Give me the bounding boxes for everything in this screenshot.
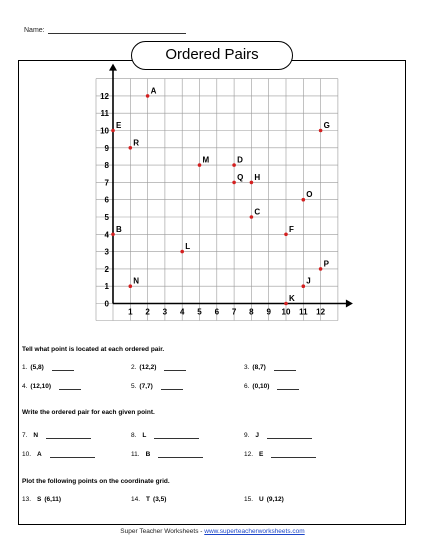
y-tick-label: 11 [100,109,109,119]
x-tick-label: 1 [128,307,133,317]
y-tick-label: 4 [104,230,109,240]
y-tick-label: 5 [104,213,109,222]
point-h-label: H [254,172,261,182]
section1-title: Tell what point is located at each ordered pair. [22,346,165,353]
point-k-marker [284,302,288,306]
point-l-marker [180,250,184,254]
point-r-label: R [133,138,140,148]
point-q-marker [232,181,236,185]
point-f-marker [284,233,288,237]
y-tick-label: 8 [104,161,109,171]
x-tick-label: 10 [281,307,291,317]
y-tick-label: 0 [104,299,109,309]
point-g-label: G [323,121,330,130]
x-axis-arrow [346,300,353,308]
question-8: 8. L [131,432,199,439]
answer-blank[interactable] [271,451,316,458]
answer-blank[interactable] [158,451,203,458]
answer-blank[interactable] [59,383,81,390]
point-m-label: M [202,155,210,165]
y-tick-label: 12 [100,91,109,101]
name-label: Name: [24,27,45,34]
x-tick-label: 12 [316,307,326,317]
answer-blank[interactable] [52,364,74,371]
point-b-label: B [116,224,122,234]
y-tick-label: 2 [104,264,109,274]
footer-link[interactable]: www.superteacherworksheets.com [204,528,305,535]
point-e-label: E [116,121,122,130]
question-12: 12. E [244,451,316,458]
question-13: 13. S (6,11) [22,496,62,503]
section2-title: Write the ordered pair for each given point. [22,409,155,416]
point-a-label: A [150,86,157,96]
y-tick-label: 9 [104,143,109,153]
point-e-marker [111,129,115,133]
question-4: 4. (12,10) [22,383,81,390]
answer-blank[interactable] [50,451,95,458]
x-tick-label: 6 [214,307,220,317]
x-tick-label: 11 [299,307,308,317]
x-tick-label: 5 [197,307,202,317]
x-tick-label: 3 [162,307,168,317]
answer-blank[interactable] [274,364,296,371]
point-n-label: N [133,276,140,286]
footer-text: Super Teacher Worksheets - [120,528,205,535]
answer-blank[interactable] [161,383,183,390]
answer-blank[interactable] [164,364,186,371]
point-j-marker [302,284,306,288]
answer-blank[interactable] [46,432,91,439]
answer-blank[interactable] [154,432,199,439]
question-2: 2. (12,2) [131,364,186,371]
point-j-label: J [306,276,311,286]
y-tick-label: 7 [104,178,109,188]
footer [0,528,425,535]
y-tick-label: 6 [104,195,109,205]
point-a-marker [146,94,150,98]
answer-blank[interactable] [277,383,299,390]
question-11: 11. B [131,451,203,458]
point-g-marker [319,129,323,133]
point-b-marker [111,233,115,237]
point-r-marker [129,146,133,150]
point-m-marker [198,163,202,167]
point-n-marker [129,284,133,288]
point-o-label: O [306,190,313,200]
answer-blank[interactable] [267,432,312,439]
y-tick-label: 3 [104,247,109,257]
point-d-label: D [237,155,243,165]
question-5: 5. (7,7) [131,383,183,390]
question-14: 14. T (3,5) [131,496,167,503]
point-h-marker [250,181,254,185]
point-c-marker [250,215,254,219]
page-title: Ordered Pairs [131,41,293,70]
question-7: 7. N [22,432,91,439]
point-k-label: K [289,294,295,303]
point-p-marker [319,267,323,271]
question-9: 9. J [244,432,312,439]
point-o-marker [302,198,306,202]
point-p-label: P [323,259,329,269]
point-d-marker [232,163,236,167]
question-10: 10. A [22,451,95,458]
question-1: 1. (5,8) [22,364,74,371]
y-tick-label: 10 [100,126,109,136]
x-tick-label: 7 [231,307,237,317]
question-15: 15. U (9,12) [244,496,284,503]
point-l-label: L [185,242,191,252]
point-c-label: C [254,207,261,217]
point-q-label: Q [237,172,244,182]
y-axis-arrow [109,64,117,71]
question-3: 3. (8,7) [244,364,296,371]
x-tick-label: 2 [145,307,150,317]
question-6: 6. (0,10) [244,383,299,390]
x-tick-label: 9 [266,307,271,317]
point-f-label: F [289,224,294,234]
x-tick-label: 4 [179,307,185,317]
section3-title: Plot the following points on the coordinate grid. [22,478,170,485]
x-tick-label: 8 [249,307,254,317]
y-tick-label: 1 [104,282,109,292]
